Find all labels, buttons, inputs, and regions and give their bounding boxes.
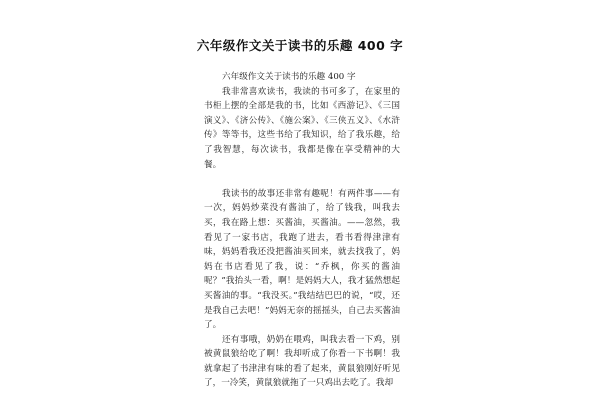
paragraph-2: 我读书的故事还非常有趣呢！有两件事——有一次，妈妈炒菜没有酱油了，给了钱我，叫我去买，我在路上想：买酱油，买酱油。——忽然，我看见了一家书店，我跑了进去，看书看得津津有味，妈妈看我还没把酱油买回来，就去找我了，妈妈在书店看见了我，说：“乔枫，你买的酱油呢？”我抬头一看，啊！是妈妈大人，我才猛然想起买酱油的事。“我没买。”我结结巴巴的说，“哎，还是我自己去吧！”妈妈无奈的摇摇头，自己去买酱油了。: [204, 188, 400, 331]
article-body: [204, 64, 400, 391]
page-title: 六年级作文关于读书的乐趣 400 字: [196, 38, 404, 53]
article-subtitle: 六年级作文关于读书的乐趣 400 字: [222, 72, 356, 82]
paragraph-3: 还有事哦，奶奶在喂鸡，叫我去看一下鸡，别被黄鼠狼给吃了啊！我却听成了你看一下书啊！我就拿起了书津津有味的看了起来，黄鼠狼刚好听见了，一冷笑，黄鼠狼就拖了一只鸡出去吃了。我却: [204, 334, 400, 389]
paragraph-1: 我非常喜欢读书，我读的书可多了，在家里的书柜上摆的全部是我的书，比如《西游记》、《三国演义》、《济公传》、《施公案》、《三侠五义》、《水浒传》等等书，这些书给了我知识，给了我乐趣，给了我智慧，每次读书，我都是像在享受精神的大餐。: [204, 86, 400, 170]
